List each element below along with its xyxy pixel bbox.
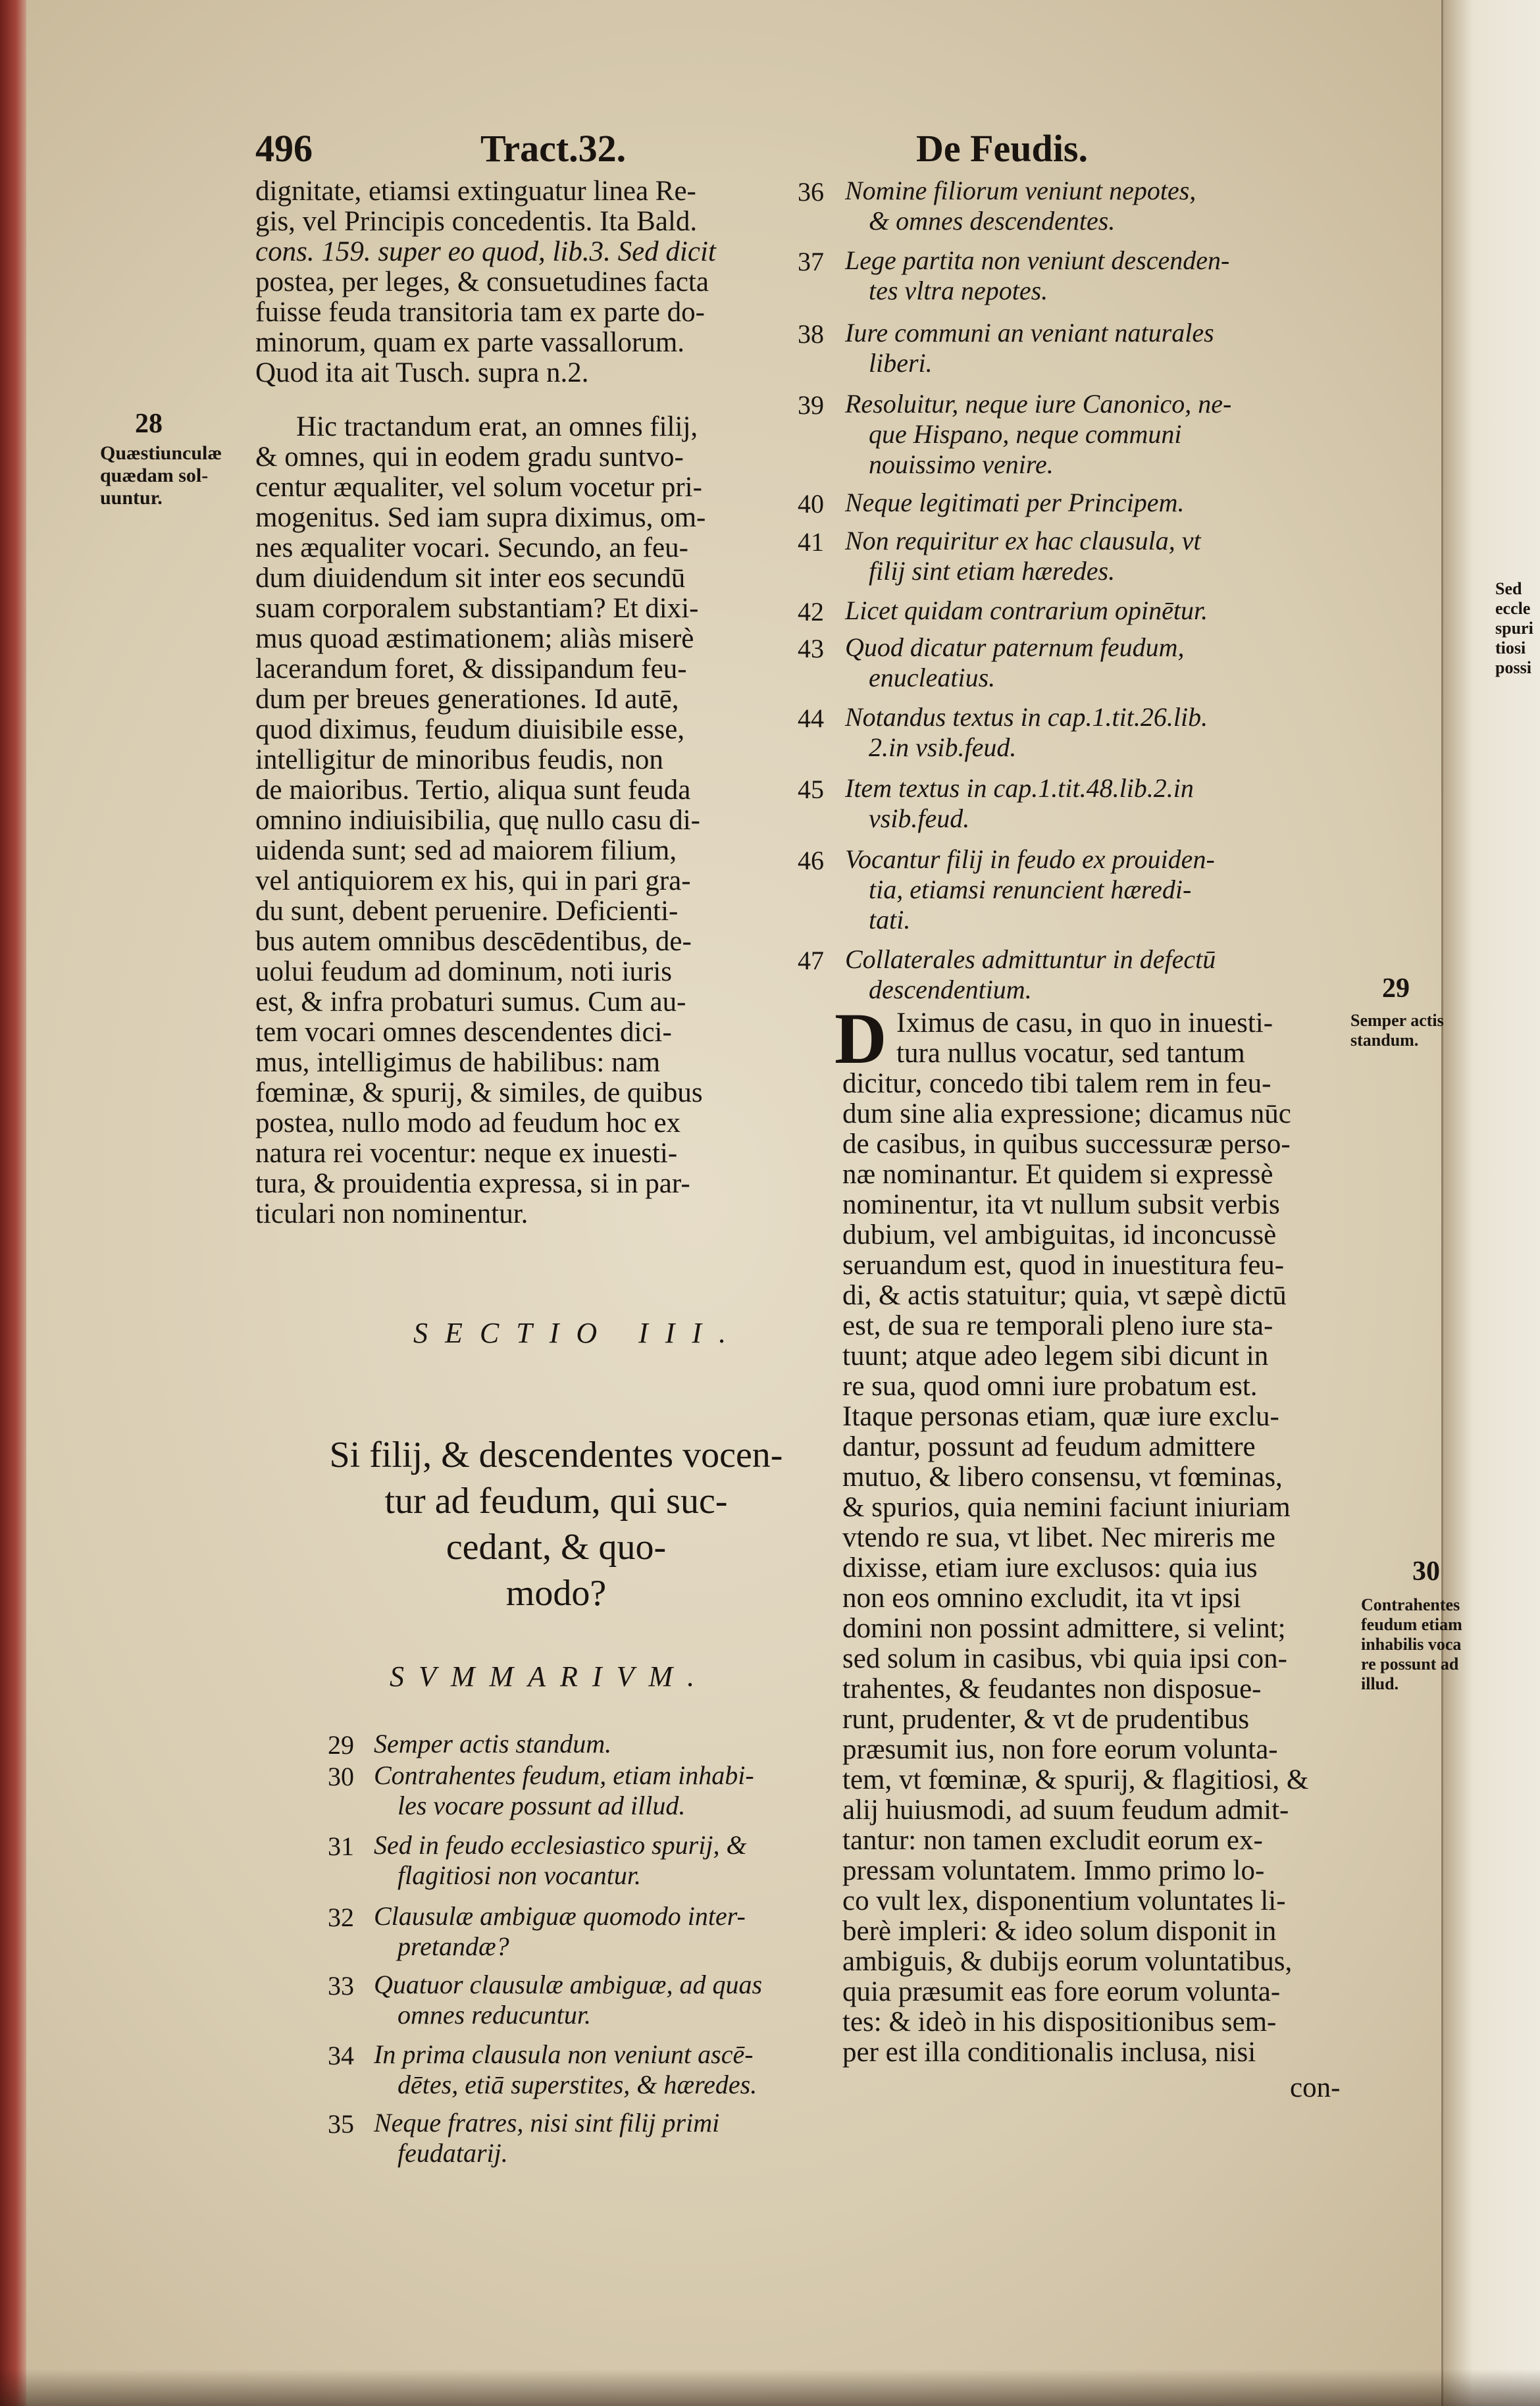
text-line: dicitur, concedo tibi talem rem in feu- xyxy=(842,1068,1271,1099)
text-line: dubium, vel ambiguitas, id inconcussè xyxy=(842,1219,1277,1250)
summary-number: 36 xyxy=(798,177,824,207)
margin-note-line: illud. xyxy=(1361,1674,1399,1693)
text-line: Hic tractandum erat, an omnes filij, xyxy=(296,411,698,442)
summary-item: Nomine filiorum veniunt nepotes, xyxy=(845,176,1196,205)
summary-item: Licet quidam contrarium opinētur. xyxy=(845,596,1208,625)
fragment-line: spuri xyxy=(1495,619,1533,638)
summary-item: Neque fratres, nisi sint filij primi xyxy=(374,2108,720,2137)
summary-number: 38 xyxy=(798,319,824,349)
tract-label: Tract.32. xyxy=(480,127,627,170)
red-page-edge xyxy=(0,0,26,2406)
text-line: vel antiquiorem ex his, qui in pari gra- xyxy=(255,865,691,896)
margin-note-line: inhabilis voca xyxy=(1361,1635,1462,1654)
summary-item: tati. xyxy=(869,905,911,934)
summary-item: Neque legitimati per Principem. xyxy=(845,488,1185,517)
text-line: alij huiusmodi, ad suum feudum admit- xyxy=(842,1795,1289,1826)
text-line: omnino indiuisibilia, quę nullo casu di- xyxy=(255,805,700,836)
page-number: 496 xyxy=(255,127,313,170)
margin-note xyxy=(1361,1595,1462,1694)
text-line: cons. 159. super eo quod, lib.3. Sed dicit xyxy=(255,236,716,267)
summary-item: feudatarij. xyxy=(398,2138,508,2168)
margin-note-line: feudum etiam xyxy=(1361,1615,1462,1634)
page-title: De Feudis. xyxy=(916,127,1088,170)
text-line: nes æqualiter vocari. Secundo, an feu- xyxy=(255,532,688,563)
summary-number: 31 xyxy=(328,1831,354,1861)
margin-note-line: standum. xyxy=(1350,1031,1419,1050)
section-title-line: cedant, & quo- xyxy=(446,1527,667,1568)
summary-item: liberi. xyxy=(869,348,933,378)
text-line: est, de sua re temporali pleno iure sta- xyxy=(842,1310,1273,1341)
text-line: re sua, quod omni iure probatum est. xyxy=(842,1371,1258,1402)
fragment-line: possi xyxy=(1495,658,1531,677)
summary-item: & omnes descendentes. xyxy=(869,206,1116,236)
text-line: quod diximus, feudum diuisibile esse, xyxy=(255,714,685,745)
summary-item: Sed in feudo ecclesiastico spurij, & xyxy=(374,1830,747,1860)
drop-cap: D xyxy=(834,998,887,1079)
summary-item: dētes, etiā superstites, & hæredes. xyxy=(398,2070,757,2099)
catchword: con- xyxy=(1290,2072,1341,2103)
summary-item: Non requiritur ex hac clausula, vt xyxy=(845,526,1201,555)
text-line: præsumit ius, non fore eorum volunta- xyxy=(842,1734,1278,1765)
text-line: tantur: non tamen excludit eorum ex- xyxy=(842,1825,1263,1856)
fragment-line: eccle xyxy=(1495,599,1531,618)
text-line: per est illa conditionalis inclusa, nisi xyxy=(842,2037,1256,2068)
next-page-edge xyxy=(1441,0,1540,2406)
summary-item: Lege partita non veniunt descenden- xyxy=(845,245,1230,275)
summary-item: les vocare possunt ad illud. xyxy=(398,1791,686,1820)
text-line: seruandum est, quod in inuestitura feu- xyxy=(842,1250,1285,1281)
summary-number: 40 xyxy=(798,489,824,519)
text-line: nominentur, ita vt nullum subsit verbis xyxy=(842,1189,1280,1220)
section-title-line: modo? xyxy=(505,1573,607,1614)
summary-item: Notandus textus in cap.1.tit.26.lib. xyxy=(845,702,1208,732)
text-line: postea, nullo modo ad feudum hoc ex xyxy=(255,1108,681,1139)
text-line: fuisse feuda transitoria tam ex parte do- xyxy=(255,297,705,328)
text-line: mutuo, & libero consensu, vt fœminas, xyxy=(842,1462,1283,1493)
text-line: natura rei vocentur: neque ex inuesti- xyxy=(255,1138,678,1169)
text-line: fœminæ, & spurij, & similes, de quibus xyxy=(255,1077,703,1108)
summary-item: Semper actis standum. xyxy=(374,1729,612,1758)
text-line: næ nominantur. Et quidem si expressè xyxy=(842,1159,1273,1190)
text-line: non eos omnino excludit, ita vt ipsi xyxy=(842,1583,1241,1614)
summary-number: 34 xyxy=(328,2041,354,2070)
summary-item: omnes reducuntur. xyxy=(398,2000,592,2030)
text-line: tura nullus vocatur, sed tantum xyxy=(896,1038,1245,1069)
summary-item: Vocantur filij in feudo ex prouiden- xyxy=(845,844,1215,874)
text-line: dantur, possunt ad feudum admittere xyxy=(842,1431,1256,1462)
text-line: de casibus, in quibus successuræ perso- xyxy=(842,1129,1291,1160)
text-line: tura, & prouidentia expressa, si in par- xyxy=(255,1168,690,1199)
summary-item: Clausulæ ambiguæ quomodo inter- xyxy=(374,1901,746,1931)
fragment-line: Sed xyxy=(1495,579,1522,598)
summary-item: pretandæ? xyxy=(398,1932,509,1961)
text-line: mogenitus. Sed iam supra diximus, om- xyxy=(255,502,706,533)
summary-item: tes vltra nepotes. xyxy=(869,276,1048,305)
margin-note-line: Contrahentes xyxy=(1361,1595,1460,1614)
text-line: sed solum in casibus, vbi quia ipsi con- xyxy=(842,1643,1287,1674)
text-line: intelligitur de minoribus feudis, non xyxy=(255,744,663,775)
text-line: pressam voluntatem. Immo primo lo- xyxy=(842,1855,1265,1886)
summary-number: 39 xyxy=(798,390,824,420)
text-line: dum per breues generationes. Id autē, xyxy=(255,684,679,715)
summary-item: In prima clausula non veniunt ascē- xyxy=(374,2039,754,2069)
page-bottom-shadow xyxy=(0,2369,1540,2406)
summary-item: nouissimo venire. xyxy=(869,449,1054,479)
summary-item: Quatuor clausulæ ambiguæ, ad quas xyxy=(374,1970,763,1999)
summary-number: 37 xyxy=(798,247,824,276)
summary-item: Contrahentes feudum, etiam inhabi- xyxy=(374,1760,754,1790)
section-heading: SECTIO III. xyxy=(413,1317,744,1349)
fragment-line: tiosi xyxy=(1495,638,1526,657)
summary-number: 30 xyxy=(328,1762,354,1791)
summary-item: Iure communi an veniant naturales xyxy=(845,318,1214,347)
summary-number: 45 xyxy=(798,775,824,804)
text-line: mus quoad æstimationem; aliàs miserè xyxy=(255,623,694,654)
summary-item: 2.in vsib.feud. xyxy=(869,732,1017,762)
text-line: Itaque personas etiam, quæ iure exclu- xyxy=(842,1401,1279,1432)
margin-note xyxy=(100,442,222,509)
summary-number: 42 xyxy=(798,597,824,627)
summary-number: 47 xyxy=(798,946,824,975)
text-line: runt, prudenter, & vt de prudentibus xyxy=(842,1704,1250,1735)
text-line: lacerandum foret, & dissipandum feu- xyxy=(255,653,687,684)
summary-number: 41 xyxy=(798,527,824,557)
text-line: co vult lex, disponentium voluntates li- xyxy=(842,1885,1286,1916)
text-line: de maioribus. Tertio, aliqua sunt feuda xyxy=(255,775,691,806)
margin-number: 29 xyxy=(1382,973,1410,1004)
text-line: bus autem omnibus descēdentibus, de- xyxy=(255,926,692,957)
margin-note-line: Quæstiunculæ xyxy=(100,442,222,464)
text-line: minorum, quam ex parte vassallorum. xyxy=(255,327,685,358)
text-line: tem vocari omnes descendentes dici- xyxy=(255,1017,672,1048)
summary-item: vsib.feud. xyxy=(869,804,970,833)
text-line: Quod ita ait Tusch. supra n.2. xyxy=(255,357,589,388)
summary-number: 44 xyxy=(798,704,824,733)
summary-number: 35 xyxy=(328,2109,354,2139)
section-title-line: Si filij, & descendentes vocen- xyxy=(329,1435,783,1475)
summary-item: Collaterales admittuntur in defectū xyxy=(845,944,1216,974)
text-line: ticulari non nominentur. xyxy=(255,1198,528,1229)
text-line: postea, per leges, & consuetudines facta xyxy=(255,267,709,297)
margin-note xyxy=(1350,1011,1444,1050)
text-line: domini non possint admittere, si velint; xyxy=(842,1613,1286,1644)
text-line: di, & actis statuitur; quia, vt sæpè dictū xyxy=(842,1280,1287,1311)
summary-item: descendentium. xyxy=(869,975,1032,1004)
text-line: centur æqualiter, vel solum vocetur pri- xyxy=(255,472,702,503)
summary-item: tia, etiamsi renuncient hæredi- xyxy=(869,875,1192,904)
text-line: quia præsumit eas fore eorum volunta- xyxy=(842,1976,1281,2007)
text-line: & omnes, qui in eodem gradu suntvo- xyxy=(255,442,684,473)
text-line: gis, vel Principis concedentis. Ita Bald. xyxy=(255,206,698,237)
margin-note-line: quædam sol- xyxy=(100,465,209,486)
text-line: du sunt, debent peruenire. Deficienti- xyxy=(255,896,679,927)
text-line: tes: & ideò in his dispositionibus sem- xyxy=(842,2007,1277,2037)
summary-heading: SVMMARIVM. xyxy=(390,1660,709,1693)
text-line: dum diuidendum sit inter eos secundū xyxy=(255,563,686,594)
section-title-line: tur ad feudum, qui suc- xyxy=(384,1481,728,1522)
text-line: est, & infra probaturi sumus. Cum au- xyxy=(255,986,686,1017)
summary-number: 33 xyxy=(328,1971,354,2001)
summary-item: flagitiosi non vocantur. xyxy=(398,1860,641,1890)
text-line: vtendo re sua, vt libet. Nec mireris me xyxy=(842,1522,1275,1553)
summary-number: 46 xyxy=(798,846,824,875)
text-line: dignitate, etiamsi extinguatur linea Re- xyxy=(255,176,696,207)
margin-note-line: re possunt ad xyxy=(1361,1654,1459,1674)
summary-item: filij sint etiam hæredes. xyxy=(869,556,1116,586)
text-line: uidenda sunt; sed ad maiorem filium, xyxy=(255,835,677,866)
next-page-fragment xyxy=(1495,579,1533,678)
text-line: dum sine alia expressione; dicamus nūc xyxy=(842,1098,1291,1129)
summary-item: Quod dicatur paternum feudum, xyxy=(845,632,1185,662)
margin-number: 28 xyxy=(135,409,163,439)
margin-note-line: uuntur. xyxy=(100,487,163,509)
summary-item: Resoluitur, neque iure Canonico, ne- xyxy=(845,389,1232,419)
text-line: & spurios, quia nemini faciunt iniuriam xyxy=(842,1492,1291,1523)
summary-item: Item textus in cap.1.tit.48.lib.2.in xyxy=(845,773,1194,803)
text-line: suam corporalem substantiam? Et dixi- xyxy=(255,593,699,624)
text-line: berè impleri: & ideo solum disponit in xyxy=(842,1916,1277,1947)
text-line: Iximus de casu, in quo in inuesti- xyxy=(896,1008,1273,1038)
text-line: uolui feudum ad dominum, noti iuris xyxy=(255,956,673,987)
text-line: trahentes, & feudantes non disposue- xyxy=(842,1674,1262,1704)
margin-note-line: Semper actis xyxy=(1350,1011,1444,1030)
summary-item: que Hispano, neque communi xyxy=(869,419,1182,449)
summary-item: enucleatius. xyxy=(869,663,996,692)
text-line: tuunt; atque adeo legem sibi dicunt in xyxy=(842,1341,1269,1371)
summary-number: 32 xyxy=(328,1903,354,1932)
text-line: tem, vt fœminæ, & spurij, & flagitiosi, & xyxy=(842,1764,1309,1795)
summary-number: 29 xyxy=(328,1730,354,1760)
summary-number: 43 xyxy=(798,634,824,663)
text-line: ambiguis, & dubijs eorum voluntatibus, xyxy=(842,1946,1293,1977)
text-line: mus, intelligimus de habilibus: nam xyxy=(255,1047,661,1078)
text-line: dixisse, etiam iure exclusos: quia ius xyxy=(842,1552,1258,1583)
margin-number: 30 xyxy=(1412,1556,1440,1587)
